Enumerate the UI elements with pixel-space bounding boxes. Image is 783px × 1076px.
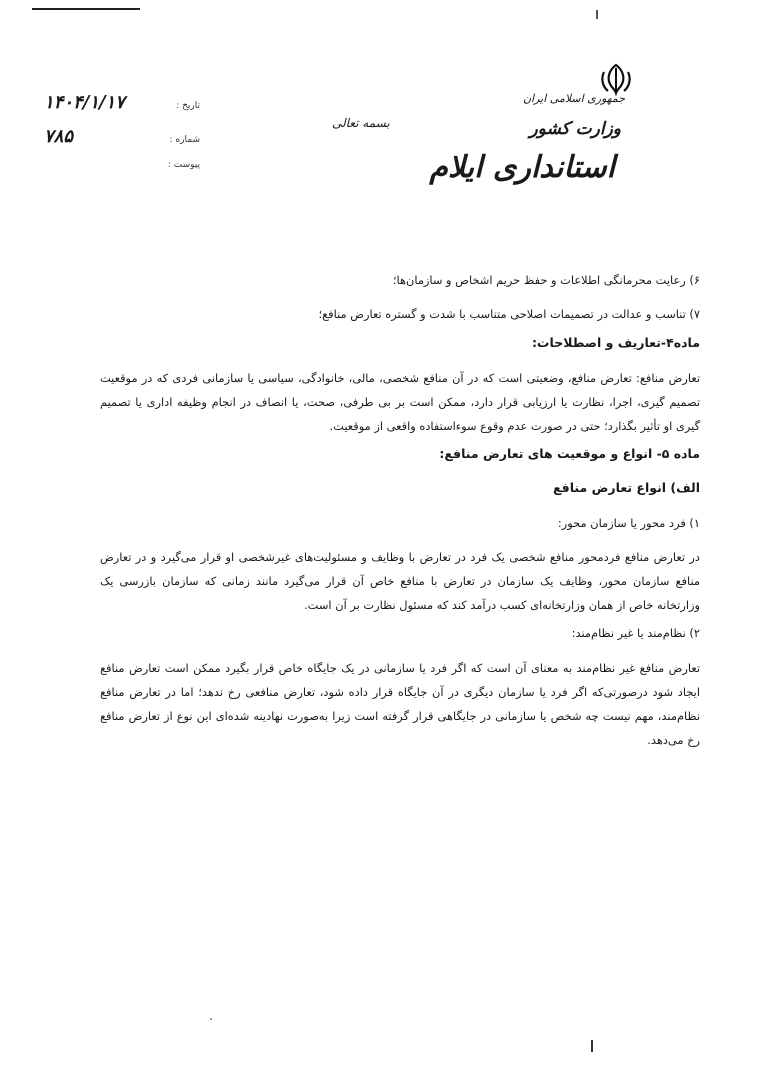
- date-row: [40, 92, 200, 126]
- scan-mark: [591, 1040, 593, 1052]
- number-row: [40, 126, 200, 160]
- date-label: تاریخ :: [176, 101, 200, 111]
- bismillah: بسمه تعالی: [332, 116, 390, 130]
- list-item-6: ۶) رعایت محرمانگی اطلاعات و حفظ حریم اشخاص و سازمان‌ها؛: [392, 273, 700, 287]
- letter-body: [100, 268, 700, 752]
- conflict-definition: تعارض منافع: تعارض منافع، وضعیتی است که در آن منافع شخصی، مالی، خانوادگی، سیاسی یا سازمانی فردی که در موقعیت تصمیم گیری، اجرا، نظارت یا ارزیابی قرار دارد، ممکن است بر بی طرفی، صحت، یا انصاف در انجام وظیفه اداری یا تصمیم گیری او تأثیر بگذارد؛ حتی در صورت عدم وقوع سوءاستفاده واقعی از موقعیت.: [100, 370, 700, 434]
- list-item-7: ۷) تناسب و عدالت در تصمیمات اصلاحی متناسب با شدت و گستره تعارض منافع؛: [318, 307, 700, 322]
- letter-meta: [40, 92, 200, 194]
- ministry-title: وزارت کشور: [529, 119, 621, 139]
- type-1-paragraph: در تعارض منافع فردمحور منافع شخصی یک فرد در تعارض با وظایف و مسئولیت‌های غیرشخصی او قرار می‌گیرد و در تعارض منافع سازمان محور، وظایف یک سازمان در تعارض با منافع خاص آن قرار می‌گیرد مانند زمانی که سازمان بازرسی یک وزارتخانه خاص از همان وزارتخانه‌ای کسب درآمد کند که مسئول نظارت بر آن است.: [100, 549, 700, 613]
- type-2-paragraph: تعارض منافع غیر نظام‌مند به معنای آن است که اگر فرد یا سازمانی در یک جایگاه خاص قرار بگیرد ممکن است تعارض منافع ایجاد شود درصورتی‌که اگر فرد یا سازمان دیگری در آن جایگاه قرار داده شود، تعارض منافعی رخ ندهد؛ اما در تعارض منافع نظام‌مند، مهم نیست چه شخص یا سازمانی در جایگاهی قرار گرفته است زیرا به‌صورت نهادینه شده‌ای این نوع از تعارض منافع رخ می‌دهد.: [100, 660, 700, 748]
- attachment-label: پیوست :: [167, 160, 200, 170]
- scan-mark: [596, 10, 598, 19]
- article-5-heading: ماده ۵- انواع و موقعیت های تعارض منافع:: [439, 446, 700, 462]
- letterhead: [429, 92, 743, 188]
- iran-emblem-icon: [598, 62, 634, 96]
- governorate-title: استانداری ایلام: [429, 150, 615, 185]
- section-a-heading: الف) انواع تعارض منافع: [553, 480, 700, 496]
- republic-title: جمهوری اسلامی ایران: [522, 92, 625, 105]
- type-2-heading: ۲) نظام‌مند یا غیر نظام‌مند:: [571, 626, 700, 641]
- number-label: شماره :: [169, 135, 200, 145]
- date-value: ۱۴۰۴/۱/۱۷: [44, 92, 125, 113]
- scan-speck: [210, 1018, 212, 1020]
- top-rule: [32, 8, 140, 10]
- article-4-heading: ماده۴-تعاریف و اصطلاحات:: [531, 335, 700, 351]
- attachment-row: [40, 160, 200, 194]
- type-1-heading: ۱) فرد محور یا سازمان محور:: [557, 515, 700, 530]
- number-value: ۷۸۵: [44, 126, 74, 147]
